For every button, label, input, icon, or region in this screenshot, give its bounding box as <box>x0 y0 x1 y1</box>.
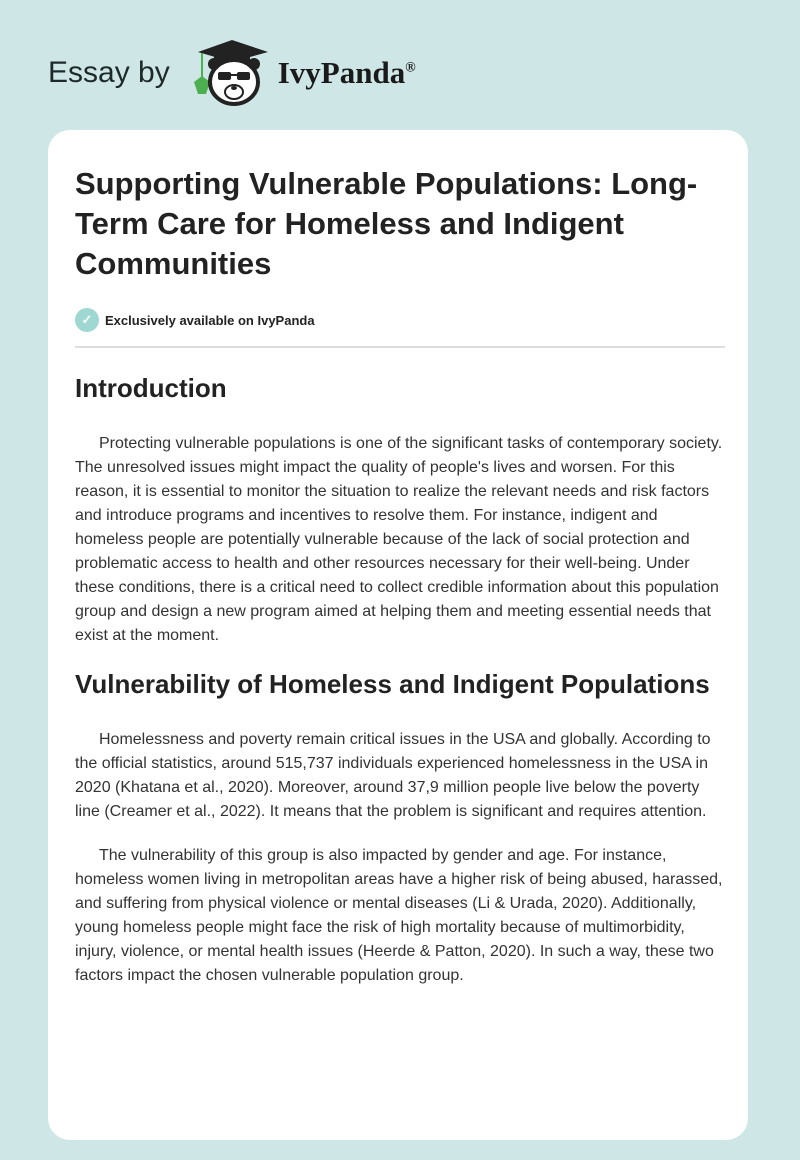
badge-label: Exclusively available on IvyPanda <box>105 312 315 328</box>
paragraph: Homelessness and poverty remain critical issues in the USA and globally. According to the official statistics, around 515,737 individuals experienced homelessness in the USA in 2020 (Khatana et al., 2020). Moreover, around 37,9 million people live below the poverty line (Creamer et al., 2022). It means that the problem is significant and requires attention. <box>75 731 711 820</box>
section-heading: Vulnerability of Homeless and Indigent Populations <box>75 669 710 699</box>
exclusive-badge <box>75 308 725 332</box>
panda-logo-icon[interactable] <box>188 38 274 108</box>
essay-card <box>48 130 748 1140</box>
divider <box>75 346 725 348</box>
paragraph: The vulnerability of this group is also impacted by gender and age. For instance, homeless women living in metropolitan areas have a higher risk of being abused, harassed, and suffering from physical violence or mental diseases (Li & Urada, 2020). Additionally, young homeless people might face the risk of high mortality because of multimorbidity, injury, violence, or mental health issues (Heerde & Patton, 2020). In such a way, these two factors impact the chosen vulnerable population group. <box>75 847 723 984</box>
section-heading: Introduction <box>75 373 227 403</box>
essay-by-label: Essay by <box>48 56 170 89</box>
essay-title: Supporting Vulnerable Populations: Long-Term Care for Homeless and Indigent Communities <box>75 166 698 281</box>
check-icon: ✓ <box>75 308 99 332</box>
section-vulnerability <box>75 666 725 988</box>
paragraph: Protecting vulnerable populations is one of the significant tasks of contemporary society. The unresolved issues might impact the quality of people's lives and worsen. For this reason, it is essential to monitor the situation to realize the relevant needs and risk factors and introduce programs and incentives to resolve them. For instance, indigent and homeless people are potentially vulnerable because of the lack of social protection and problematic access to health and other resources necessary for their well-being. Under these conditions, there is a critical need to collect credible information about this population group and design a new program aimed at helping them and meeting essential needs that exist at the moment. <box>75 435 723 644</box>
section-introduction <box>75 370 725 648</box>
site-header <box>48 38 416 108</box>
brand-name[interactable]: IvyPanda® <box>277 55 416 90</box>
